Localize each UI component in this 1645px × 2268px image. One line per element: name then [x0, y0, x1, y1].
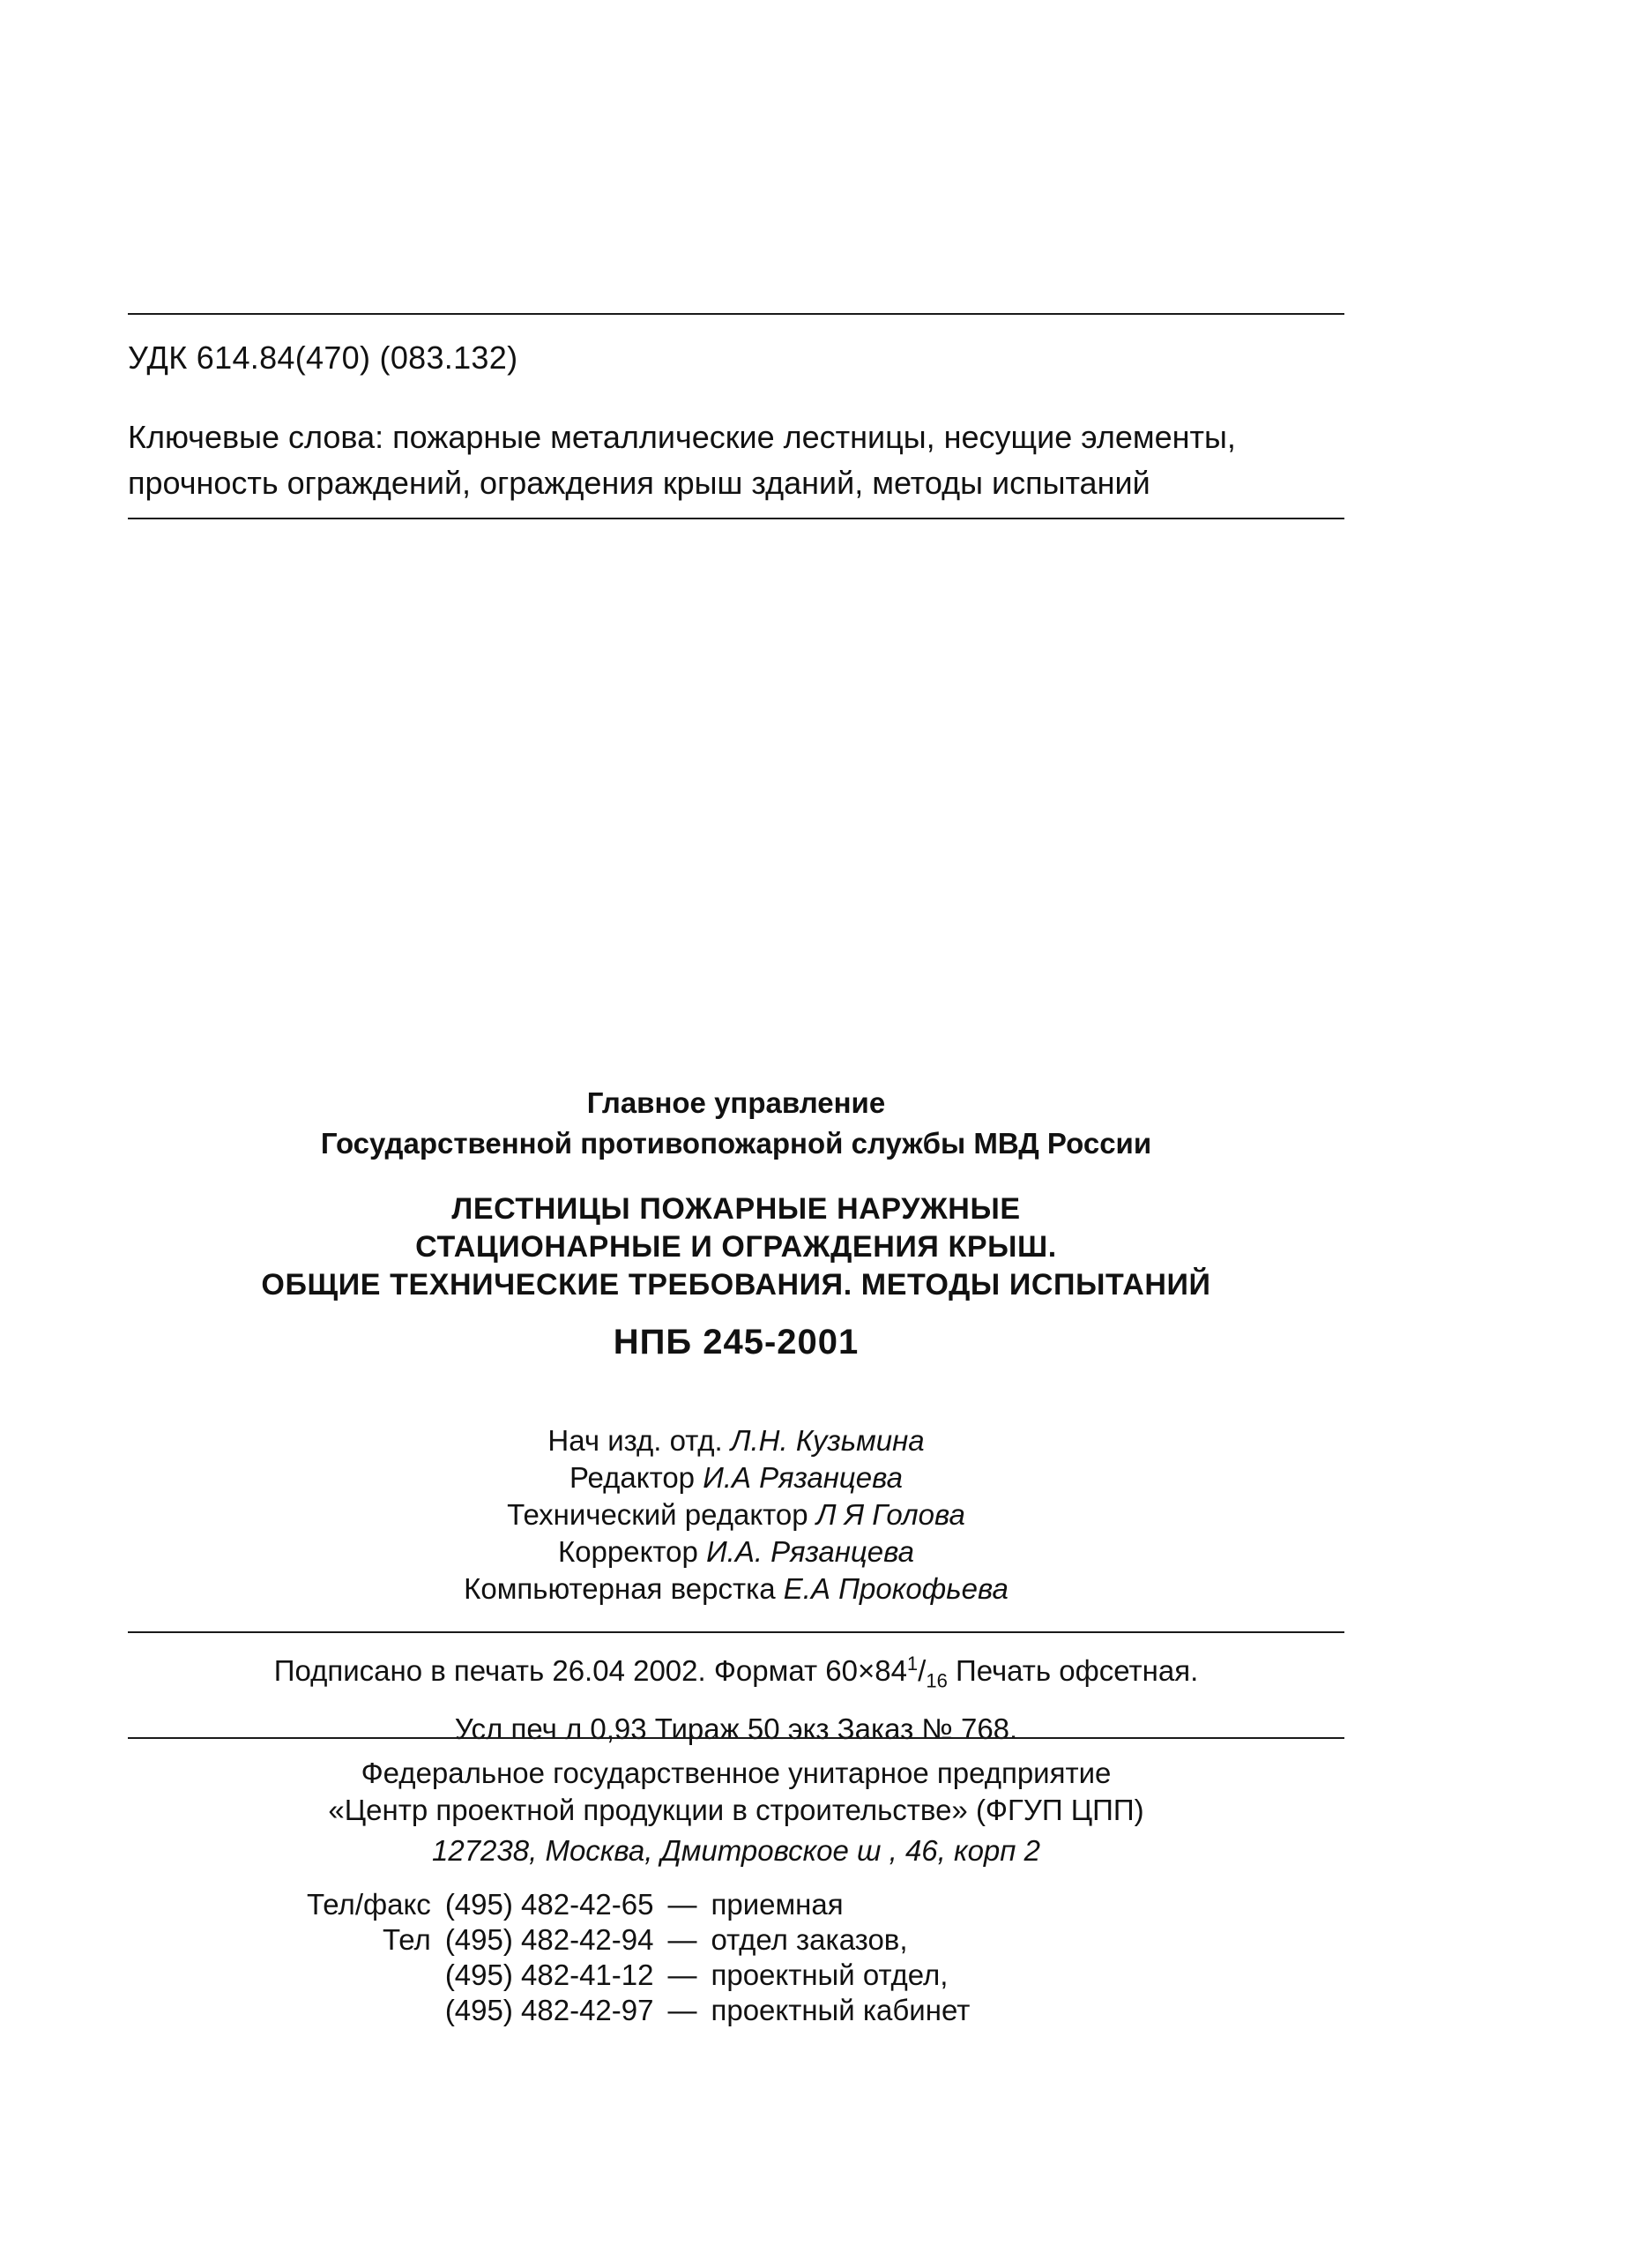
print-rule: [128, 1737, 1344, 1739]
title-line-3: ОБЩИЕ ТЕХНИЧЕСКИЕ ТРЕБОВАНИЯ. МЕТОДЫ ИСПЫТАНИЙ: [261, 1268, 1211, 1302]
contact-phone: (495) 482-42-94: [444, 1923, 654, 1956]
contacts-table: [300, 1887, 977, 2028]
staff-list: [128, 1422, 1344, 1608]
keywords: [128, 414, 1344, 506]
contact-dash: —: [667, 1888, 697, 1921]
staff-name: Л.Н. Кузьмина: [730, 1424, 925, 1457]
staff-row: [128, 1533, 1344, 1570]
staff-rule: [128, 1631, 1344, 1633]
contact-label: Тел: [382, 1923, 431, 1956]
publisher: [128, 1755, 1344, 1829]
staff-role: Редактор: [569, 1461, 696, 1494]
publisher-line-2: «Центр проектной продукции в строительстве» (ФГУП ЦПП): [328, 1794, 1144, 1826]
staff-name: И.А Рязанцева: [703, 1461, 903, 1494]
contact-phone: (495) 482-42-65: [444, 1888, 654, 1921]
keywords-rule: [128, 518, 1344, 519]
staff-row: [128, 1459, 1344, 1496]
publisher-line-1: Федеральное государственное унитарное предприятие: [361, 1757, 1112, 1789]
keywords-line-1: Ключевые слова: пожарные металлические лестницы, несущие элементы,: [128, 419, 1236, 455]
udk-code: УДК 614.84(470) (083.132): [128, 339, 518, 376]
print-info: [128, 1640, 1344, 1753]
staff-role: Технический редактор: [507, 1498, 808, 1531]
staff-role: Нач изд. отд.: [547, 1424, 723, 1457]
staff-row: [128, 1496, 1344, 1533]
staff-role: Компьютерная верстка: [464, 1572, 776, 1605]
contact-row: [300, 1958, 977, 1993]
contact-dash: —: [667, 1958, 697, 1991]
title-line-1: ЛЕСТНИЦЫ ПОЖАРНЫЕ НАРУЖНЫЕ: [451, 1192, 1021, 1226]
contact-dept: приемная: [711, 1888, 844, 1921]
format-fraction-den: 16: [926, 1669, 948, 1692]
staff-name: Л Я Голова: [815, 1498, 965, 1531]
contact-row: [300, 1922, 977, 1958]
contact-row: [300, 1887, 977, 1922]
contact-label: Тел/факс: [307, 1888, 431, 1921]
print-line-1: Подписано в печать 26.04 2002. Формат $60\times 84^1/_{16}$ Печать офсетная.: [273, 1653, 1199, 1692]
contact-dept: проектный кабинет: [711, 1994, 971, 2026]
contact-label: [300, 1958, 438, 1993]
format-fraction-num: 1: [906, 1653, 919, 1675]
contact-row: [300, 1993, 977, 2028]
publisher-address: 127238, Москва, Дмитровское ш , 46, корп 2: [432, 1834, 1040, 1867]
title-line-2: СТАЦИОНАРНЫЕ И ОГРАЖДЕНИЯ КРЫШ.: [415, 1230, 1057, 1264]
print-signed: Подписано в печать 26.04 2002. Формат 60×84: [273, 1654, 907, 1687]
staff-name: Е.А Прокофьева: [783, 1572, 1009, 1605]
contact-label: [300, 1993, 438, 2028]
staff-row: [128, 1422, 1344, 1459]
contact-dash: —: [667, 1994, 697, 2026]
organization: [128, 1083, 1344, 1164]
top-rule: [128, 313, 1344, 315]
print-type: Печать офсетная.: [956, 1654, 1199, 1687]
contact-dash: —: [667, 1923, 697, 1956]
contact-phone: (495) 482-41-12: [444, 1958, 654, 1991]
contact-phone: (495) 482-42-97: [444, 1994, 654, 2026]
keywords-line-2: прочность ограждений, ограждения крыш зданий, методы испытаний: [128, 465, 1150, 501]
staff-role: Корректор: [557, 1535, 698, 1568]
staff-name: И.А. Рязанцева: [706, 1535, 915, 1568]
document-title: [128, 1190, 1344, 1304]
document-code: НПБ 245-2001: [613, 1323, 860, 1362]
contact-dept: отдел заказов,: [711, 1923, 908, 1956]
print-line-2: Усл печ л 0,93 Тираж 50 экз Заказ № 768.: [454, 1712, 1018, 1745]
organization-line-2: Государственной противопожарной службы МВД России: [320, 1127, 1152, 1160]
staff-row: [128, 1570, 1344, 1608]
organization-line-1: Главное управление: [586, 1086, 886, 1119]
contact-dept: проектный отдел,: [711, 1958, 949, 1991]
